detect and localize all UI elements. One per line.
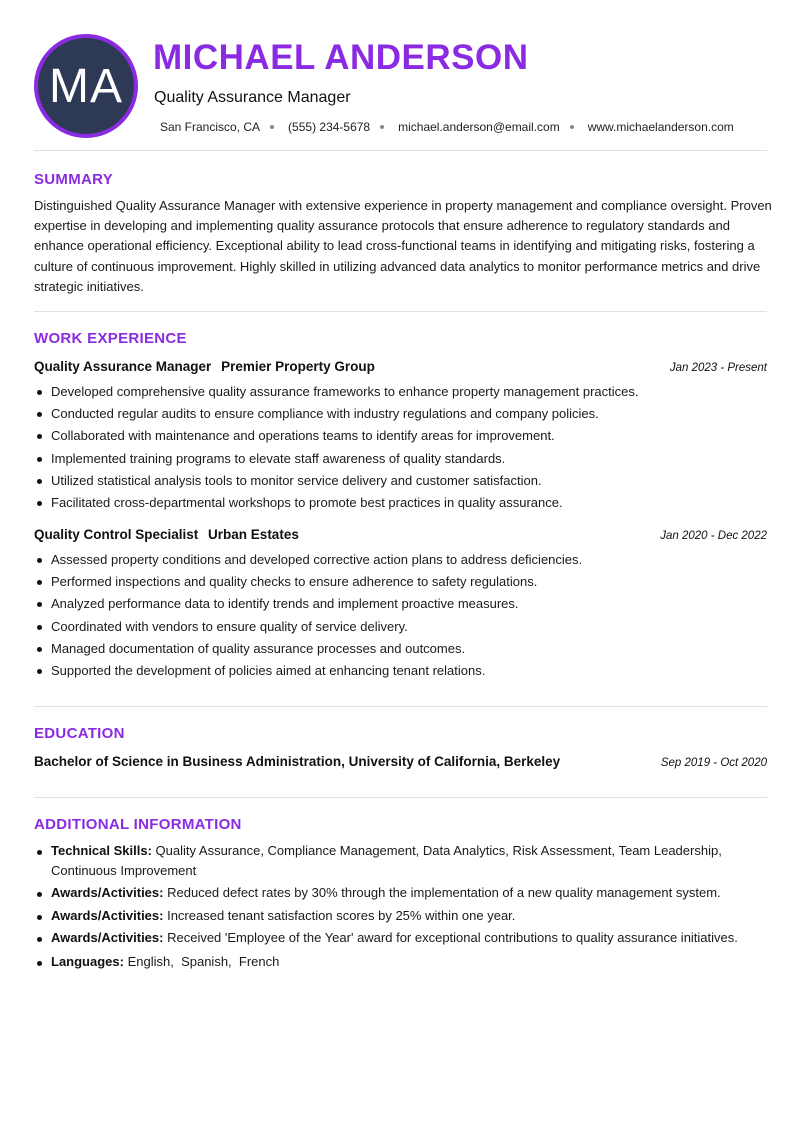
list-item: Collaborated with maintenance and operations teams to identify areas for improvement.	[34, 425, 767, 447]
section-title-education: EDUCATION	[34, 725, 125, 742]
summary-text: Distinguished Quality Assurance Manager with extensive experience in property management and compliance oversight. Proven expertise in developing and implementing quality assurance protocols that ensure adherence to regulatory standards and enhance operational efficiency. Exceptional ability to lead cross-functional teams in identifying and mitigating risks, fostering a culture of continuous improvement. Highly skilled in utilizing advanced data analytics to monitor performance metrics and drive strategic initiatives.	[34, 198, 772, 294]
item-text: English, Spanish, French	[127, 953, 280, 969]
additional-list	[34, 841, 767, 974]
list-item: Implemented training programs to elevate staff awareness of quality standards.	[34, 448, 767, 470]
education-entry	[34, 754, 767, 769]
contact-phone: (555) 234-5678	[288, 120, 371, 134]
job-bullets	[34, 381, 767, 514]
item-label: Awards/Activities:	[51, 907, 164, 923]
job-title-line	[34, 527, 299, 542]
item-label: Awards/Activities:	[51, 885, 164, 901]
list-item: Managed documentation of quality assurance processes and outcomes.	[34, 638, 767, 660]
candidate-role: Quality Assurance Manager	[154, 89, 351, 106]
contact-email[interactable]: michael.anderson@email.com	[398, 120, 560, 134]
item-label: Awards/Activities:	[51, 929, 164, 945]
item-text: Quality Assurance, Compliance Management, Data Analytics, Risk Assessment, Team Leadership, Continuous Improvement	[51, 843, 722, 878]
job-bullets	[34, 549, 767, 682]
job-header	[34, 359, 767, 374]
job-dates: Jan 2020 - Dec 2022	[660, 530, 767, 542]
job-title-line	[34, 359, 375, 374]
job-position: Quality Control Specialist	[34, 527, 199, 542]
item-label: Technical Skills:	[51, 843, 152, 858]
section-title-additional: ADDITIONAL INFORMATION	[34, 816, 242, 833]
job-company: Urban Estates	[208, 527, 299, 542]
list-item	[34, 952, 767, 972]
list-item: Analyzed performance data to identify trends and implement proactive measures.	[34, 593, 767, 615]
avatar-initials: MA	[49, 59, 123, 113]
contact-location: San Francisco, CA	[160, 120, 261, 134]
separator-dot-icon	[270, 125, 274, 129]
list-item: Conducted regular audits to ensure compliance with industry regulations and company policies.	[34, 403, 767, 425]
job-position: Quality Assurance Manager	[34, 359, 212, 374]
item-label: Languages:	[51, 953, 124, 969]
job-header	[34, 527, 767, 542]
job-dates: Jan 2023 - Present	[669, 362, 767, 374]
job-company: Premier Property Group	[221, 359, 375, 374]
item-text: Increased tenant satisfaction scores by 25% within one year.	[167, 907, 516, 923]
item-text: Reduced defect rates by 30% through the implementation of a new quality management system.	[167, 885, 721, 901]
education-degree: Bachelor of Science in Business Administration, University of California, Berkeley	[34, 754, 561, 769]
item-text: Received 'Employee of the Year' award for exceptional contributions to quality assurance initiatives.	[167, 929, 738, 945]
separator-dot-icon	[570, 125, 574, 129]
divider	[34, 706, 767, 707]
separator-dot-icon	[380, 125, 384, 129]
list-item: Developed comprehensive quality assurance frameworks to enhance property management practices.	[34, 381, 767, 403]
list-item	[34, 841, 767, 881]
divider	[34, 311, 767, 312]
divider	[34, 797, 767, 798]
section-title-summary: SUMMARY	[34, 171, 114, 188]
divider	[34, 150, 767, 151]
list-item: Assessed property conditions and developed corrective action plans to address deficiencies.	[34, 549, 767, 571]
contact-bar	[160, 120, 734, 134]
avatar	[34, 34, 138, 138]
list-item: Utilized statistical analysis tools to monitor service delivery and customer satisfaction.	[34, 470, 767, 492]
education-dates: Sep 2019 - Oct 2020	[660, 757, 767, 769]
list-item	[34, 928, 767, 948]
list-item	[34, 906, 767, 926]
list-item: Coordinated with vendors to ensure quality of service delivery.	[34, 616, 767, 638]
list-item: Supported the development of policies aimed at enhancing tenant relations.	[34, 660, 767, 682]
list-item: Facilitated cross-departmental workshops to promote best practices in quality assurance.	[34, 492, 767, 514]
contact-website[interactable]: www.michaelanderson.com	[587, 120, 734, 134]
section-title-experience: WORK EXPERIENCE	[34, 330, 187, 347]
list-item	[34, 883, 767, 903]
list-item: Performed inspections and quality checks to ensure adherence to safety regulations.	[34, 571, 767, 593]
candidate-name: MICHAEL ANDERSON	[153, 38, 529, 77]
